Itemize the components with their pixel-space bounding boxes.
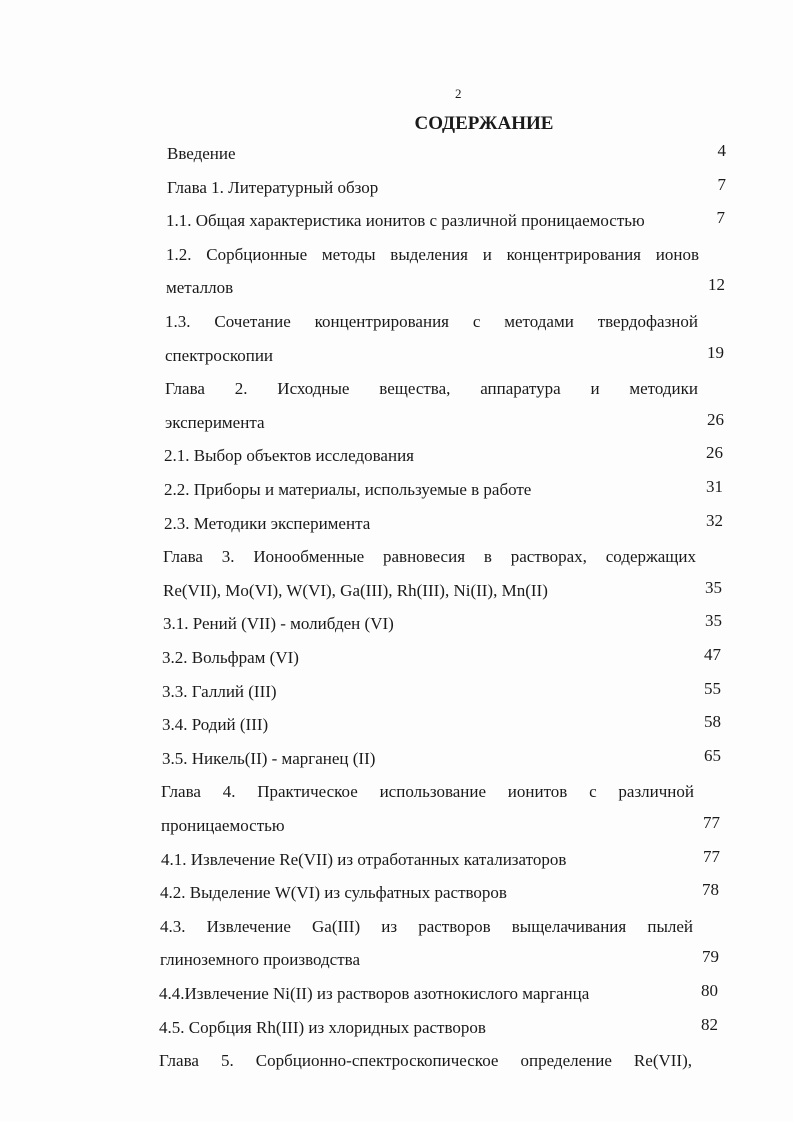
toc-entry-line: металлов [166,278,234,298]
toc-page-number: 77 [703,813,720,832]
toc-entry-line: 4.2. Выделение W(VI) из сульфатных растворов [160,883,507,903]
toc-entry-line: Глава 2. Исходные вещества, аппаратура и методики [165,379,698,399]
toc-entry-line: Глава 1. Литературный обзор [167,177,379,197]
toc-entry-line: 2.1. Выбор объектов исследования [164,446,414,466]
toc-page-number: 26 [707,409,724,429]
toc-page-number: 35 [705,611,722,631]
toc-entry-line: 3.2. Вольфрам (VI) [162,648,299,667]
toc-page-number: 58 [704,712,721,732]
toc-entry-line: Глава 3. Ионообменные равновесия в растворах, содержащих [163,547,696,567]
toc-page-number: 77 [703,846,720,866]
toc-entry-line: 3.4. Родий (III) [162,715,269,735]
toc-page-number: 78 [702,880,719,900]
toc-page-number: 4 [717,141,726,160]
toc-entry-line: 3.1. Рений (VII) - молибден (VI) [163,614,394,634]
toc-page-number: 31 [706,477,723,496]
toc-page-number: 55 [704,678,721,698]
toc-entry-line: 3.3. Галлий (III) [162,681,277,701]
toc-page-number: 65 [704,745,721,765]
toc-page-number: 12 [708,275,725,295]
toc-entry-line: Введение [167,144,236,163]
toc-page-number: 79 [702,947,719,967]
toc-page-number: 32 [706,510,723,530]
toc-entry-line: Глава 5. Сорбционно-спектроскопическое определение Re(VII), [159,1051,692,1071]
toc-entry-line: Re(VII), Mo(VI), W(VI), Ga(III), Rh(III), Ni(II), Mn(II) [163,580,548,600]
toc-page-number: 7 [716,208,725,228]
toc-entry-line: 2.2. Приборы и материалы, используемые в работе [164,480,532,499]
toc-page-number: 47 [704,645,721,664]
toc-entry-line: 1.2. Сорбционные методы выделения и концентрирования ионов [166,244,699,264]
toc-entry-line: проницаемостью [161,816,285,835]
toc-entry-line: Глава 4. Практическое использование ионитов с различной [161,782,694,802]
toc-entry-line: глиноземного производства [160,950,361,970]
toc-entry-line: спектроскопии [165,345,274,365]
toc-page-number: 82 [701,1014,718,1034]
toc-page-number: 26 [706,443,723,463]
toc-entry-line: эксперимента [165,412,265,432]
toc-entry-line: 4.5. Сорбция Rh(III) из хлоридных растворов [159,1017,486,1037]
toc-page-number: 80 [701,981,718,1000]
toc-page-number: 19 [707,342,724,362]
toc-entry-line: 1.3. Сочетание концентрирования с методами твердофазной [165,312,698,331]
toc-entry-line: 4.1. Извлечение Re(VII) из отработанных катализаторов [161,849,567,869]
page-number: 2 [455,86,462,101]
page-title: СОДЕРЖАНИЕ [414,113,554,134]
toc-entry-line: 4.3. Извлечение Ga(III) из растворов выщелачивания пылей [160,916,693,936]
toc-entry-line: 4.4.Извлечение Ni(II) из растворов азотнокислого марганца [159,984,590,1003]
toc-entry-line: 1.1. Общая характеристика ионитов с различной проницаемостью [166,211,645,231]
toc-entry-line: 3.5. Никель(II) - марганец (II) [162,748,376,768]
toc-entry-line: 2.3. Методики эксперимента [164,513,371,533]
toc-page-number: 7 [717,174,726,194]
toc-page-number: 35 [705,577,722,597]
